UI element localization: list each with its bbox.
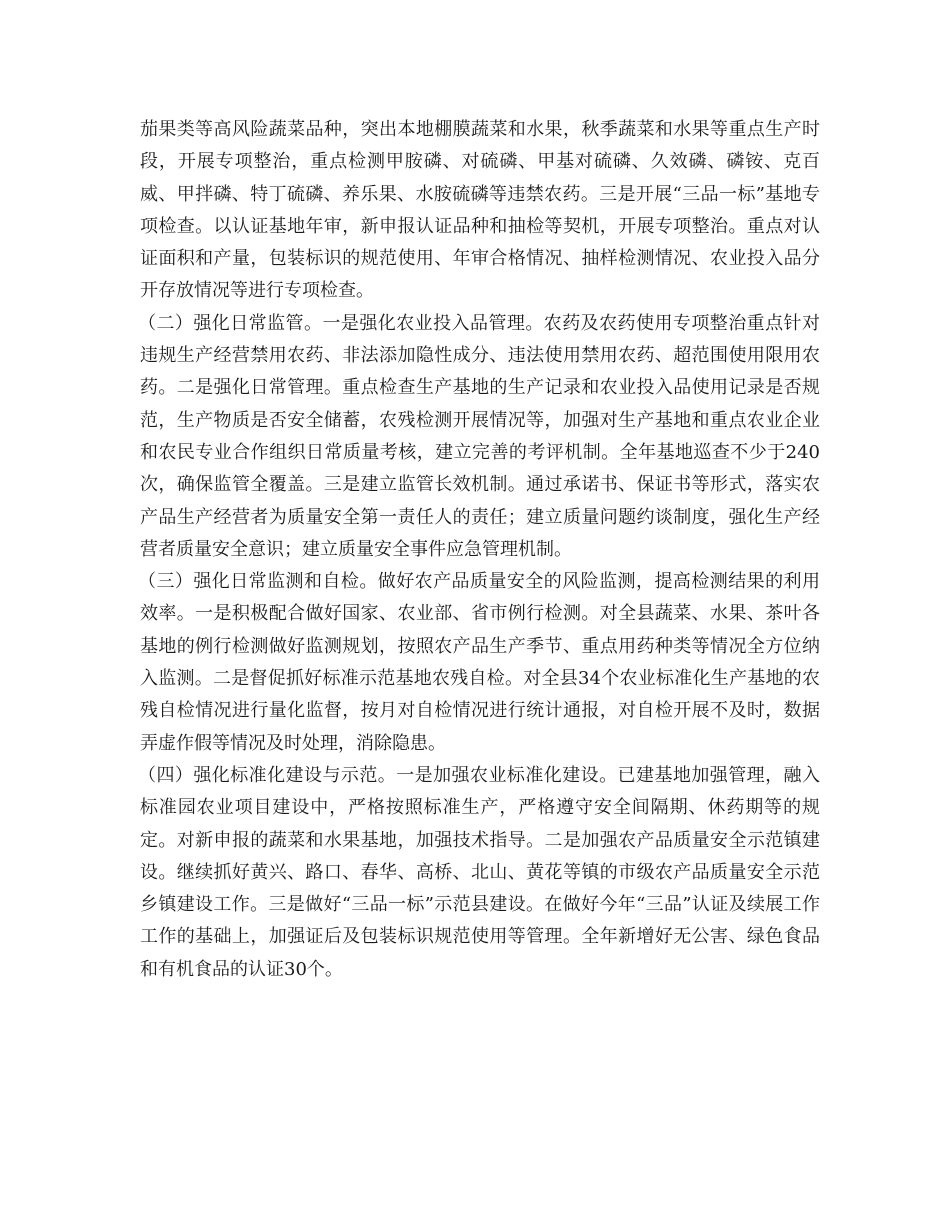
paragraph-section-4: （四）强化标准化建设与示范。一是加强农业标准化建设。已建基地加强管理，融入标准园农业项目建设中，严格按照标准生产，严格遵守安全间隔期、休药期等的规定。对新申报的蔬菜和水果基地，加强技术指导。二是加强农产品质量安全示范镇建设。继续抓好黄兴、路口、春华、高桥、北山、黄花等镇的市级农产品质量安全示范乡镇建设工作。三是做好“三品一标”示范县建设。在做好今年“三品”认证及续展工作工作的基础上，加强证后及包装标识规范使用等管理。全年新增好无公害、绿色食品和有机食品的认证30个。 (138, 764, 820, 980)
document-body (140, 114, 820, 986)
paragraph-continuation: 茄果类等高风险蔬菜品种，突出本地棚膜蔬菜和水果，秋季蔬菜和水果等重点生产时段，开展专项整治，重点检测甲胺磷、对硫磷、甲基对硫磷、久效磷、磷铵、克百威、甲拌磷、特丁硫磷、养乐果、水胺硫磷等违禁农药。三是开展“三品一标”基地专项检查。以认证基地年审，新申报认证品种和抽检等契机，开展专项整治。重点对认证面积和产量，包装标识的规范使用、年审合格情况、抽样检测情况、农业投入品分开存放情况等进行专项检查。 (140, 119, 820, 302)
paragraph-section-3: （三）强化日常监测和自检。做好农产品质量安全的风险监测，提高检测结果的利用效率。一是积极配合做好国家、农业部、省市例行检测。对全县蔬菜、水果、茶叶各基地的例行检测做好监测规划，按照农产品生产季节、重点用药种类等情况全方位纳入监测。二是督促抓好标准示范基地农残自检。对全县34个农业标准化生产基地的农残自检情况进行量化监督，按月对自检情况进行统计通报，对自检开展不及时，数据弄虚作假等情况及时处理，消除隐患。 (138, 571, 820, 754)
paragraph-section-2: （二）强化日常监管。一是强化农业投入品管理。农药及农药使用专项整治重点针对违规生产经营禁用农药、非法添加隐性成分、违法使用禁用农药、超范围使用限用农药。二是强化日常管理。重点检查生产基地的生产记录和农业投入品使用记录是否规范，生产物质是否安全储蓄，农残检测开展情况等，加强对生产基地和重点农业企业和农民专业合作组织日常质量考核，建立完善的考评机制。全年基地巡查不少于240次，确保监管全覆盖。三是建立监管长效机制。通过承诺书、保证书等形式，落实农产品生产经营者为质量安全第一责任人的责任；建立质量问题约谈制度，强化生产经营者质量安全意识；建立质量安全事件应急管理机制。 (138, 312, 820, 560)
